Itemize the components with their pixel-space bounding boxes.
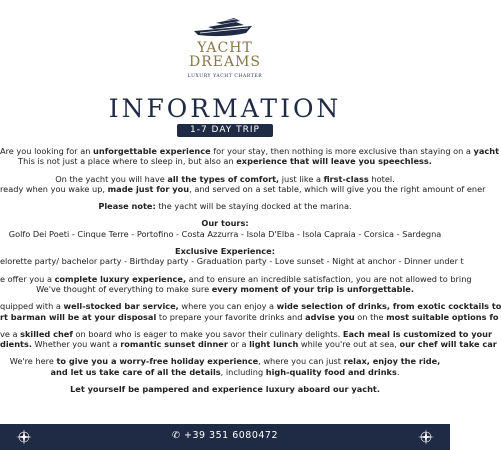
exclusive-heading: Exclusive Experience: — [175, 246, 275, 257]
intro-line-2: This is not just a place where to sleep in, but also an experience that will leave you speechless. — [18, 156, 432, 167]
phone-contact[interactable] — [0, 430, 450, 441]
holiday-line-2: and let us take care of all the details, including high-quality food and drinks. — [50, 366, 400, 377]
comfort-line-2: ready when you wake up, made just for you, and served on a set table, which will give you the right amount of ener — [0, 183, 486, 194]
chef-line-2: dients. Whether you want a romantic sunset dinner or a light lunch while you're out at sea, our chef will take car — [0, 339, 497, 350]
holiday-line-1: We're here to give you a worry-free holiday experience, where you can just relax, enjoy the ride, — [9, 356, 441, 367]
brand-logo — [0, 14, 450, 84]
yacht-logo-icon — [190, 14, 260, 40]
tours-list: Golfo Dei Poeti - Cinque Terre - Portofino - Costa Azzurra - Isola D'Elba - Isola Capraia - Corsica - Sardegna — [8, 228, 442, 239]
compass-rose-icon — [418, 429, 434, 445]
brand-name-line-1: YACHT — [197, 40, 253, 56]
chef-line-1: ve a skilled chef on board who is eager to make you savor their culinary delights. Each meal is customized to your — [0, 328, 493, 339]
trip-duration-badge: 1-7 DAY TRIP — [177, 124, 273, 137]
docking-note: Please note: the yacht will be staying docked at the marina. — [98, 201, 352, 212]
comfort-line-1: On the yacht you will have all the types of comfort, just like a first-class hotel. — [55, 173, 395, 184]
bar-line-2: rt barman will be at your disposal to prepare your favorite drinks and advise you on the most suitable options fo — [0, 311, 499, 322]
exclusive-list: elorette party/ bachelor party - Birthday party - Graduation party - Love sunset - Night at anchor - Dinner under t — [0, 256, 464, 267]
luxury-line-1: e offer you a complete luxury experience, and to ensure an incredible satisfaction, you are not allowed to bring — [0, 273, 472, 284]
footer-bar — [0, 424, 450, 450]
luxury-line-2: We've thought of everything to make sure every moment of your trip is unforgettable. — [36, 283, 414, 294]
intro-line-1: Are you looking for an unforgettable experience for your stay, then nothing is more exclusive than staying on a yacht — [0, 146, 500, 156]
phone-icon: ✆ — [171, 430, 181, 441]
bar-line-1: quipped with a well-stocked bar service, where you can enjoy a wide selection of drinks, from exotic cocktails to — [0, 301, 501, 312]
brand-tagline: LUXURY YACHT CHARTER — [187, 74, 263, 79]
info-content — [0, 146, 501, 395]
phone-number: +39 351 6080472 — [183, 430, 279, 441]
page-title: INFORMATION — [108, 94, 342, 123]
tours-heading: Our tours: — [201, 218, 249, 229]
closing-line: Let yourself be pampered and experience luxury aboard our yacht. — [70, 384, 380, 395]
brand-name-line-2: DREAMS — [188, 54, 262, 70]
